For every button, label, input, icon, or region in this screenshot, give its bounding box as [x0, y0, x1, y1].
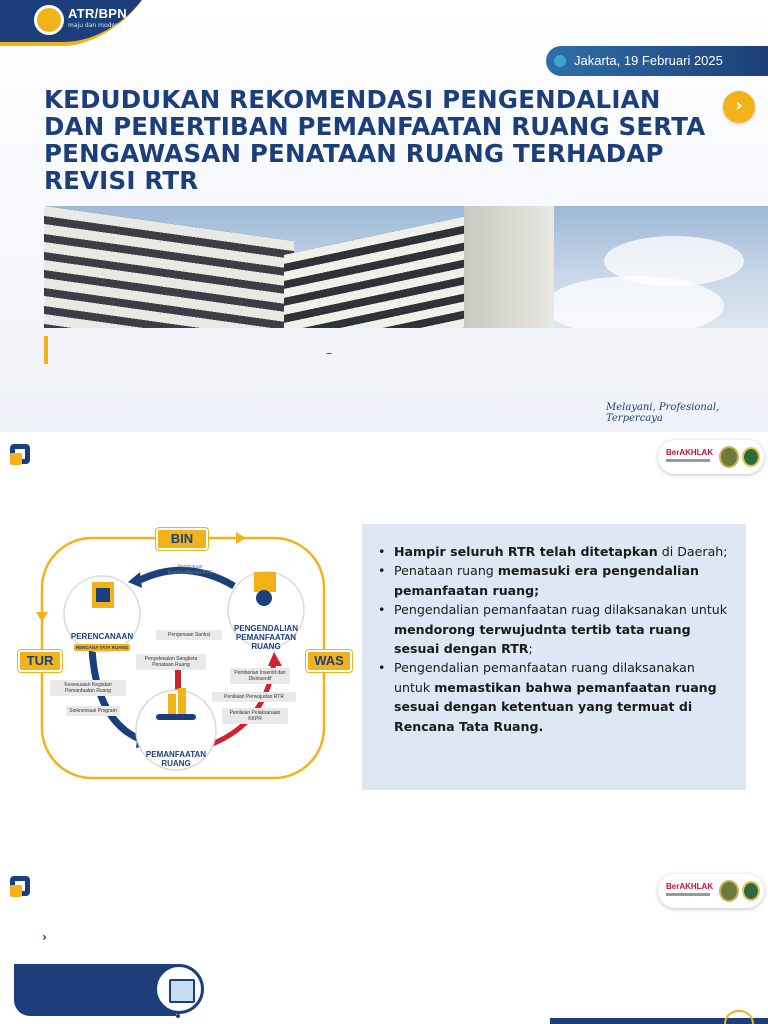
chip: Pemberian Insentif dan Disinsentif: [230, 668, 290, 684]
arrow-head: [128, 572, 142, 588]
footer-emblem-icon: [724, 1010, 754, 1024]
bullet-item: • Pengendalian pemanfaatan ruang dilaksanakan untuk memastikan bahwa pemanfaatan ruang sesuai dengan ketentuan yang termuat di Rencana Tata Ruang.: [376, 658, 730, 736]
chevron-right-icon: ›: [735, 95, 743, 116]
slide-next: [0, 864, 768, 1024]
motto-text: Melayani, Profesional, Terpercaya: [606, 402, 720, 424]
separator: –: [326, 346, 332, 360]
section-square-icon: [10, 444, 30, 464]
tag-tur: TUR: [18, 650, 62, 672]
control-illustration: [254, 572, 276, 592]
badge-subline: [666, 459, 710, 462]
date-dot-icon: [554, 55, 566, 67]
bullet-list: [376, 542, 730, 736]
node-perencanaan-label: PERENCANAAN: [70, 632, 134, 641]
cycle-diagram: [16, 522, 356, 792]
chip: Pengenaan Sanksi: [156, 630, 222, 640]
bullet-item: • Penataan ruang memasuki era pengendalian pemanfaatan ruang;: [376, 561, 730, 600]
chip: Kesesuaian Kegiatan Pemanfaatan Ruang: [50, 680, 126, 696]
logo-tagline: maju dan modern: [68, 22, 122, 29]
cloud-shape: [544, 276, 724, 328]
emblem-icon: [742, 447, 760, 467]
logo-name: ATR/BPN: [68, 6, 127, 21]
frame-arrow: [236, 532, 246, 544]
node-pemanfaatan-label: PEMANFAATAN RUANG: [145, 750, 207, 768]
atr-bpn-logo-icon: [34, 5, 64, 35]
document-icon: [154, 964, 204, 1014]
chevron-right-icon: ›: [42, 930, 47, 944]
bullet-panel: [362, 524, 746, 790]
utilization-illustration: [168, 694, 176, 716]
berakhlak-badge: [658, 874, 764, 908]
utilization-illustration: [156, 714, 196, 720]
slide-title: [0, 0, 768, 432]
bullet-item: • Hampir seluruh RTR telah ditetapkan di Daerah;: [376, 542, 730, 561]
tag-bin: BIN: [156, 528, 208, 550]
arrow-head: [268, 652, 282, 666]
section-band: [14, 960, 176, 1016]
emblem-icon: [719, 446, 739, 468]
bullet-item: • Pengendalian pemanfaatan ruag dilaksanakan untuk mendorong terwujudnta tertib tata ruang sesuai dengan RTR;: [376, 600, 730, 658]
planning-illustration: [96, 588, 110, 602]
tag-was: WAS: [306, 650, 352, 672]
berakhlak-text: BerAKHLAK: [666, 882, 714, 891]
chip: Penilaian Perwujudan RTR: [212, 692, 296, 702]
emblem-icon: [719, 880, 739, 902]
section-square-icon: [10, 876, 30, 896]
berakhlak-badge: [658, 440, 764, 474]
frame-arrow: [36, 612, 48, 622]
connector-dot: [176, 1014, 180, 1018]
node-perencanaan-sub: RENCANA TATA RUANG: [75, 645, 129, 650]
berakhlak-text: BerAKHLAK: [666, 448, 714, 457]
building-photo: [44, 206, 768, 328]
date-badge: [546, 46, 768, 76]
building-facade: [44, 206, 294, 328]
date-text: Jakarta, 19 Februari 2025: [574, 53, 723, 68]
control-illustration: [256, 590, 272, 606]
slide-title-text: KEDUDUKAN REKOMENDASI PENGENDALIAN DAN PENERTIBAN PEMANFAATAN RUANG SERTA PENGAWASAN PENATAAN RUANG TERHADAP REVISI RTR: [44, 85, 706, 195]
accent-bar: [44, 336, 48, 364]
chip: Penyelesaian Sengketa Penataan Ruang: [136, 654, 206, 670]
node-pengendalian-label: PENGENDALIAN PEMANFAATAN RUANG: [233, 624, 298, 651]
utilization-illustration: [178, 688, 186, 716]
arc-label: Peninjauan Kembali/Revisi RTR: [167, 564, 213, 576]
badge-subline: [666, 893, 710, 896]
chip: Penilaian Pelaksanaan KKPR: [222, 708, 288, 724]
building-facade: [464, 206, 554, 328]
chip: Sinkronisasi Program: [66, 706, 120, 716]
next-slide-button[interactable]: [723, 91, 755, 123]
emblem-icon: [742, 881, 760, 901]
slide-kedudukan: [0, 432, 768, 864]
